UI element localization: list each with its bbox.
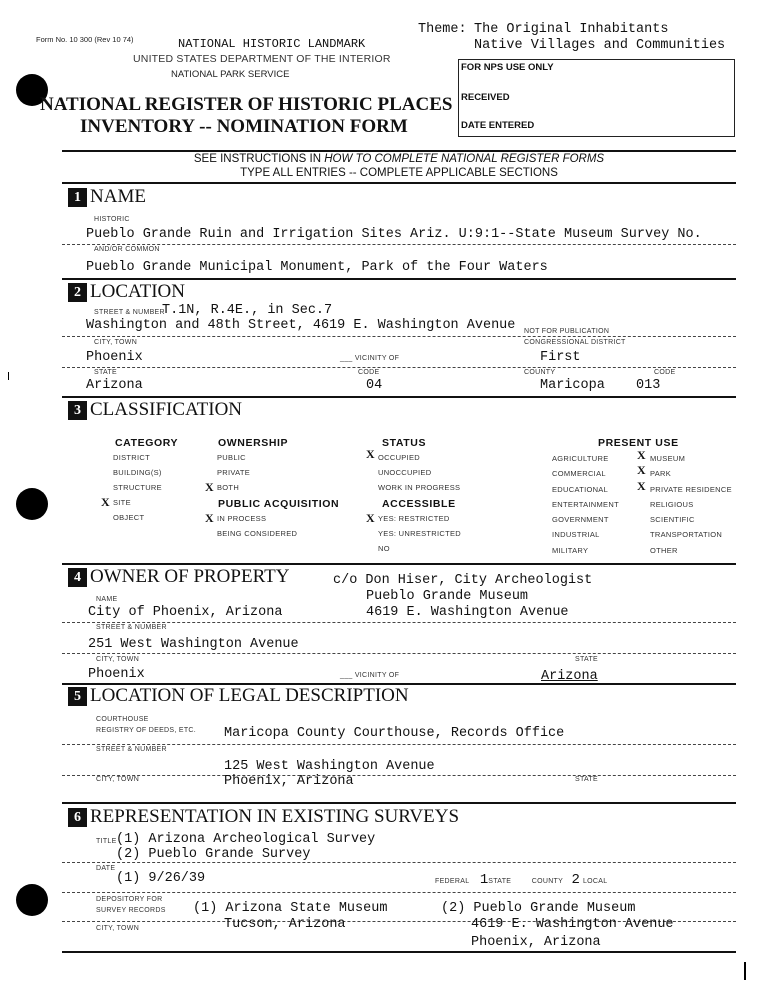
section-number: 3 [68,401,87,420]
form-title-line1: NATIONAL REGISTER OF HISTORIC PLACES [40,94,453,115]
section-legal-description-header [68,685,409,707]
section-classification-header [68,399,242,421]
nps-use-box [458,59,735,137]
owner-city-label: CITY, TOWN [96,656,140,663]
depository-label-2: SURVEY RECORDS [96,907,166,914]
instructions-italic: HOW TO COMPLETE NATIONAL REGISTER FORMS [324,153,605,165]
street-line2-field[interactable]: Washington and 48th Street, 4619 E. Washington Avenue [86,318,516,333]
common-label: AND/OR COMMON [94,246,160,253]
depository-city-field-1[interactable]: Tucson, Arizona [224,917,346,932]
option-label: BEING CONSIDERED [217,529,298,538]
vicinity-text: VICINITY OF [354,355,400,362]
historic-label: HISTORIC [94,216,130,223]
check-mark: X [205,511,214,525]
care-of-line3: 4619 E. Washington Avenue [366,605,569,620]
section-name-header [68,186,146,208]
city-field[interactable]: Phoenix [86,350,143,365]
survey-title-field-2[interactable]: (2) Pueblo Grande Survey [116,847,311,862]
field-line [62,622,736,623]
option-label: SITE [113,498,131,507]
owner-vicinity-label: ___ VICINITY OF [340,672,400,679]
present-use-heading: PRESENT USE [598,437,679,449]
state-label: STATE [94,369,118,376]
state-mark: 1 [479,872,489,888]
section-title: LOCATION OF LEGAL DESCRIPTION [90,685,409,706]
field-line [62,653,736,654]
check-mark: X [637,478,646,493]
section-owner-header [68,566,289,588]
city-label: CITY, TOWN [94,339,138,346]
punch-hole [16,488,48,520]
check-mark: X [637,463,646,478]
divider [62,563,736,565]
field-line [62,892,736,893]
instructions-line2: TYPE ALL ENTRIES -- COMPLETE APPLICABLE SECTIONS [240,167,558,179]
section-number: 2 [68,283,87,302]
accessible-heading: ACCESSIBLE [382,498,456,510]
option-label: PRIVATE [217,468,251,477]
date-entered-field[interactable]: DATE ENTERED [461,120,535,131]
vicinity-text: VICINITY OF [354,672,400,679]
owner-city-field[interactable]: Phoenix [88,667,145,682]
form-title-line2: INVENTORY -- NOMINATION FORM [80,116,408,137]
survey-date-label: DATE [96,865,116,872]
option-label: EDUCATIONAL [552,484,609,494]
check-mark: X [101,495,110,509]
depository-field-2[interactable]: (2) Pueblo Grande Museum [441,901,636,916]
registry-label: REGISTRY OF DEEDS, ETC. [96,727,196,734]
state-code-field[interactable]: 04 [366,378,383,393]
divider [62,278,736,280]
survey-title-label: TITLE [96,838,117,845]
option-label: OTHER [650,545,678,555]
state-field[interactable]: Arizona [86,378,143,393]
legal-street-field[interactable]: 125 West Washington Avenue [224,759,435,774]
field-line [62,244,736,245]
owner-street-field[interactable]: 251 West Washington Avenue [88,637,299,652]
theme-line2: Native Villages and Communities [474,38,726,53]
section-number: 6 [68,808,87,827]
field-line [62,367,736,368]
section-title: OWNER OF PROPERTY [90,566,290,587]
common-name-field[interactable]: Pueblo Grande Municipal Monument, Park of the Four Waters [86,260,548,275]
service-label: NATIONAL PARK SERVICE [171,69,290,80]
field-line [62,336,736,337]
check-mark: X [366,447,375,461]
section-title: REPRESENTATION IN EXISTING SURVEYS [90,806,460,827]
section-title: LOCATION [90,281,185,302]
section-number: 4 [68,568,87,587]
local-level-label: LOCAL [582,878,608,885]
option-label: TRANSPORTATION [650,530,723,540]
vicinity-label: ___ VICINITY OF [340,355,400,362]
option-label: YES: UNRESTRICTED [378,529,462,538]
divider [62,802,736,804]
historic-name-field[interactable]: Pueblo Grande Ruin and Irrigation Sites Ariz. U:9:1--State Museum Survey No. [86,227,702,242]
option-label: PARK [650,469,672,479]
option-label: MUSEUM [650,454,686,463]
owner-street-label: STREET & NUMBER [96,624,167,631]
depository-field-1[interactable]: (1) Arizona State Museum [193,901,388,916]
section-location-header [68,281,185,303]
legal-street-label: STREET & NUMBER [96,746,167,753]
section-surveys-header [68,806,459,828]
depository-label-1: DEPOSITORY FOR [96,896,163,903]
owner-state-label: STATE [575,656,599,663]
option-label: YES: RESTRICTED [378,514,450,523]
instructions-line1 [62,153,736,165]
option-label: INDUSTRIAL [552,530,600,540]
not-for-publication-label: NOT FOR PUBLICATION [524,328,610,335]
option-label: COMMERCIAL [552,469,606,479]
divider [62,951,736,953]
legal-city-label: CITY, TOWN [96,776,140,783]
option-label: AGRICULTURE [552,454,609,463]
divider [62,150,736,152]
legal-city-field[interactable]: Phoenix, Arizona [224,774,354,789]
option-label: RELIGIOUS [650,499,694,509]
theme-label: Theme: [418,22,467,37]
field-line [62,775,736,776]
county-code-label: CODE [654,369,676,376]
care-of-line2: Pueblo Grande Museum [366,589,529,604]
option-label: GOVERNMENT [552,515,609,525]
federal-label: FEDERAL [435,878,470,885]
depository-city-field-2a[interactable]: 4619 E. Washington Avenue [471,917,674,932]
courthouse-field[interactable]: Maricopa County Courthouse, Records Office [224,726,565,741]
owner-state-field[interactable]: Arizona [541,669,598,684]
code-label: CODE [358,369,380,376]
department-label: UNITED STATES DEPARTMENT OF THE INTERIOR [133,53,391,65]
check-mark: X [637,448,646,462]
congressional-district-field[interactable]: First [540,350,581,365]
check-mark: X [205,480,214,494]
form-number: Form No. 10 300 (Rev 10 74) [36,35,134,44]
option-label: IN PROCESS [217,514,267,523]
instructions-prefix: SEE INSTRUCTIONS IN [193,153,325,165]
divider [62,182,736,184]
category-heading: CATEGORY [115,437,179,449]
legal-state-label: STATE [575,776,599,783]
punch-hole [16,884,48,916]
county-label: COUNTY [524,369,556,376]
county-level-label: COUNTY [531,878,564,885]
option-label: UNOCCUPIED [378,468,432,477]
field-line [62,744,736,745]
option-label: BUILDING(S) [113,468,162,477]
margin-mark [744,962,746,980]
survey-title-field-1[interactable]: (1) Arizona Archeological Survey [116,832,376,847]
section-number: 5 [68,687,87,706]
depository-city-field-2b[interactable]: Phoenix, Arizona [471,935,601,950]
theme-line1: The Original Inhabitants [474,22,669,37]
option-label: PRIVATE RESIDENCE [650,484,732,494]
street-label: STREET & NUMBER [94,309,165,316]
option-label: DISTRICT [113,453,150,462]
section-number: 1 [68,188,87,207]
ownership-heading: OWNERSHIP [218,437,289,449]
depository-city-label: CITY, TOWN [96,925,140,932]
section-title: CLASSIFICATION [90,399,243,420]
section-title: NAME [90,186,146,207]
acquisition-heading: PUBLIC ACQUISITION [218,498,340,510]
owner-name-label: NAME [96,596,118,603]
care-of-line1: c/o Don Hiser, City Archeologist [333,573,593,588]
nps-box-title: FOR NPS USE ONLY [461,62,554,73]
field-line [62,862,736,863]
landmark-label: NATIONAL HISTORIC LANDMARK [178,37,366,51]
local-mark: 2 [571,872,580,888]
option-label: NO [378,544,390,553]
option-label: WORK IN PROGRESS [378,483,461,492]
survey-date-field[interactable]: (1) 9/26/39 [116,871,206,886]
divider [62,396,736,398]
state-level-label: STATE [488,878,512,885]
option-label: STRUCTURE [113,483,162,492]
owner-name-field[interactable]: City of Phoenix, Arizona [88,605,283,620]
option-label: PUBLIC [217,453,246,462]
congressional-label: CONGRESSIONAL DISTRICT [524,339,626,346]
survey-level [435,870,607,888]
county-code-field[interactable]: 013 [636,378,661,393]
option-label: BOTH [217,483,240,492]
courthouse-label: COURTHOUSE [96,716,149,723]
option-label: OCCUPIED [378,453,420,462]
received-field[interactable]: RECEIVED [461,92,510,103]
street-line1-field[interactable]: T.1N, R.4E., in Sec.7 [162,303,333,318]
county-field[interactable]: Maricopa [540,378,605,393]
option-label: ENTERTAINMENT [552,499,619,509]
check-mark: X [366,511,375,525]
option-label: SCIENTIFIC [650,515,695,525]
option-label: MILITARY [552,545,589,555]
option-label: OBJECT [113,513,145,522]
margin-mark [8,372,9,380]
status-heading: STATUS [382,437,427,449]
